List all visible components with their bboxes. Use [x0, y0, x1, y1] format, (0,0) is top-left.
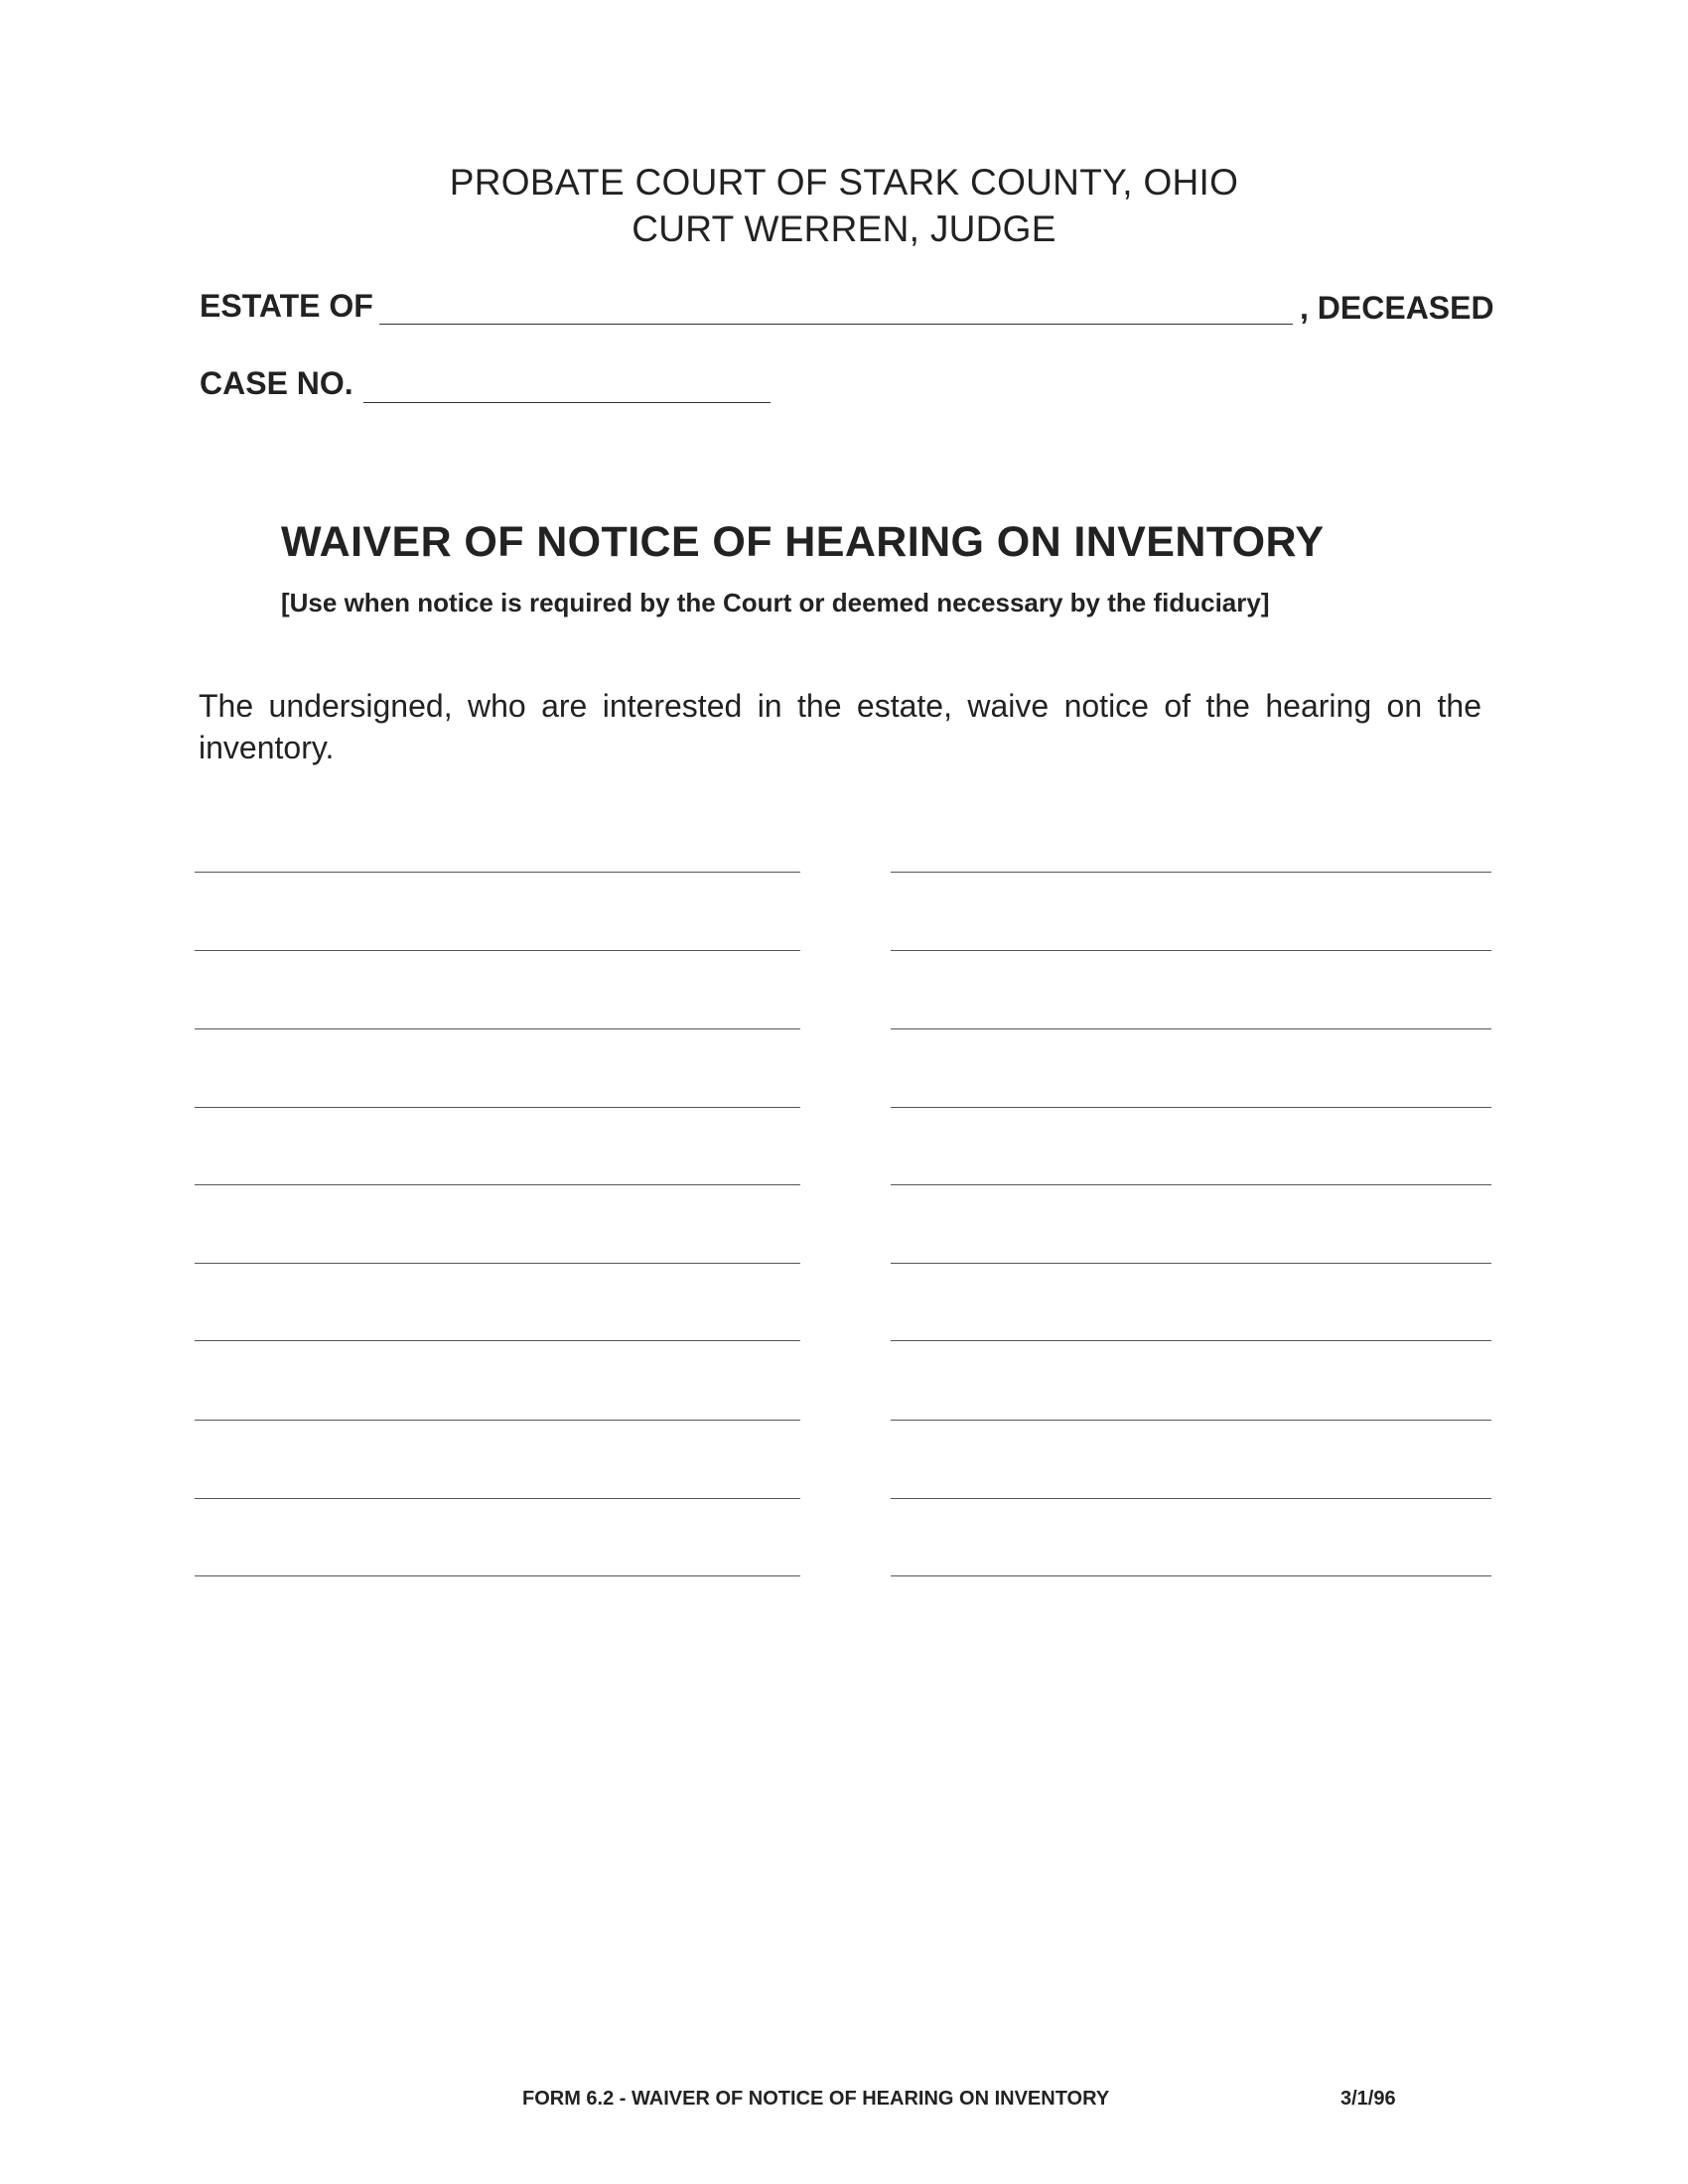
- estate-name-field[interactable]: [379, 324, 1293, 325]
- case-number-row: [200, 365, 895, 405]
- signature-line[interactable]: [891, 1420, 1491, 1421]
- signature-line[interactable]: [891, 872, 1491, 873]
- case-number-field[interactable]: [363, 402, 771, 403]
- signature-line[interactable]: [891, 950, 1491, 951]
- footer-date: 3/1/96: [1340, 2088, 1396, 2110]
- signature-line[interactable]: [195, 1420, 800, 1421]
- case-number-label: CASE NO.: [200, 365, 353, 401]
- signature-line[interactable]: [891, 1498, 1491, 1499]
- signature-line[interactable]: [891, 1184, 1491, 1185]
- signature-line[interactable]: [195, 1575, 800, 1576]
- form-subtitle: [Use when notice is required by the Court or deemed necessary by the fiduciary]: [281, 588, 1270, 617]
- signature-line[interactable]: [195, 1028, 800, 1029]
- signature-line[interactable]: [891, 1340, 1491, 1341]
- signature-line[interactable]: [195, 1263, 800, 1264]
- estate-of-label: ESTATE OF: [200, 288, 373, 324]
- deceased-label: , DECEASED: [1300, 290, 1494, 326]
- footer-form-label: FORM 6.2 - WAIVER OF NOTICE OF HEARING ON INVENTORY: [522, 2088, 1110, 2110]
- court-header: [0, 159, 1688, 252]
- judge-name: CURT WERREN, JUDGE: [632, 208, 1056, 249]
- signature-line[interactable]: [195, 1184, 800, 1185]
- estate-of-row: [200, 288, 1500, 328]
- signature-line[interactable]: [891, 1028, 1491, 1029]
- signature-line[interactable]: [891, 1263, 1491, 1264]
- signature-line[interactable]: [195, 872, 800, 873]
- signature-line[interactable]: [891, 1107, 1491, 1108]
- signature-line[interactable]: [891, 1575, 1491, 1576]
- signature-line[interactable]: [195, 1107, 800, 1108]
- signature-line[interactable]: [195, 1340, 800, 1341]
- signature-line[interactable]: [195, 950, 800, 951]
- signature-line[interactable]: [195, 1498, 800, 1499]
- form-title: WAIVER OF NOTICE OF HEARING ON INVENTORY: [281, 518, 1325, 566]
- waiver-statement: The undersigned, who are interested in the estate, waive notice of the hearing on the inventory.: [199, 688, 1481, 765]
- court-name: PROBATE COURT OF STARK COUNTY, OHIO: [449, 162, 1239, 203]
